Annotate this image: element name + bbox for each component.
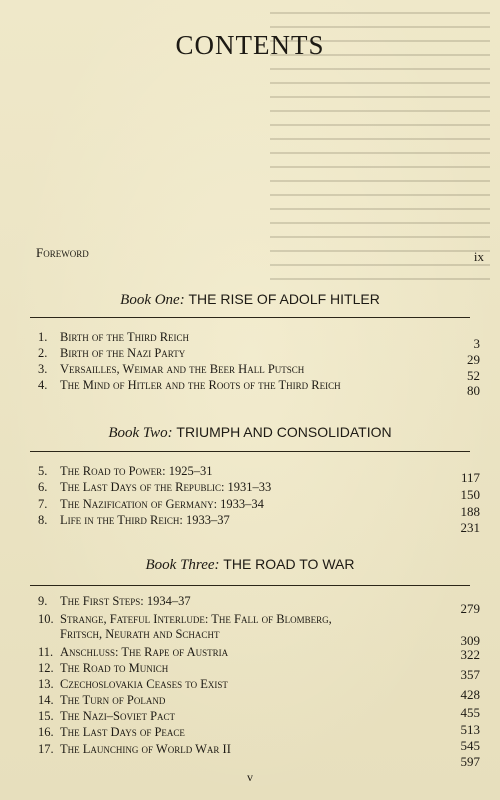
divider-rule bbox=[30, 585, 470, 586]
chapter-title: Versailles, Weimar and the Beer Hall Putsch bbox=[60, 362, 305, 376]
chapter-page: 428 bbox=[460, 687, 480, 702]
chapter-page: 188 bbox=[460, 504, 480, 519]
chapter-page: 357 bbox=[460, 667, 480, 682]
chapter-number: 13. bbox=[38, 677, 54, 691]
chapter-title: Birth of the Third Reich bbox=[60, 330, 190, 344]
chapter-title: The Mind of Hitler and the Roots of the Third Reich bbox=[60, 378, 341, 392]
toc-entry bbox=[38, 513, 480, 535]
chapter-title: The Turn of Poland bbox=[60, 693, 166, 707]
chapter-page: 80 bbox=[467, 383, 480, 398]
foreword-label: Foreword bbox=[36, 245, 89, 260]
chapter-page: 29 bbox=[467, 352, 480, 367]
chapter-number: 17. bbox=[38, 742, 54, 756]
book-name: TRIUMPH AND CONSOLIDATION bbox=[176, 424, 392, 440]
foreword-entry bbox=[36, 245, 484, 264]
chapter-page: 545 bbox=[460, 738, 480, 753]
chapter-title: Life in the Third Reich: 1933–37 bbox=[60, 513, 230, 527]
chapter-page: 3 bbox=[473, 336, 480, 351]
chapter-page: 150 bbox=[460, 487, 480, 502]
toc-entry bbox=[38, 346, 480, 367]
chapter-title: The Nazi–Soviet Pact bbox=[60, 709, 176, 723]
chapter-page: 52 bbox=[467, 368, 480, 383]
toc-entry bbox=[38, 480, 480, 502]
book-three-heading bbox=[0, 556, 500, 574]
chapter-number: 2. bbox=[38, 346, 48, 360]
toc-entry bbox=[38, 362, 480, 383]
book-prefix: Book Two: bbox=[108, 425, 173, 441]
foreword-page: ix bbox=[473, 249, 484, 264]
toc-entry bbox=[38, 464, 480, 485]
toc-entry bbox=[38, 612, 480, 648]
chapter-number: 3. bbox=[38, 362, 48, 376]
chapter-title: The Last Days of the Republic: 1931–33 bbox=[60, 480, 272, 494]
chapter-title: Strange, Fateful Interlude: The Fall of Blomberg, bbox=[60, 612, 332, 626]
chapter-title: The Launching of World War II bbox=[60, 742, 231, 756]
chapter-page: 513 bbox=[460, 722, 480, 737]
chapter-page: 231 bbox=[460, 520, 480, 535]
chapter-number: 12. bbox=[38, 661, 54, 675]
toc-entry bbox=[38, 742, 480, 769]
toc-entry bbox=[38, 330, 480, 351]
chapter-number: 7. bbox=[38, 497, 48, 511]
chapter-title: The Road to Munich bbox=[60, 661, 169, 675]
chapter-number: 16. bbox=[38, 725, 54, 739]
chapter-page: 117 bbox=[460, 470, 480, 485]
page-title: CONTENTS bbox=[175, 30, 325, 60]
chapter-number: 6. bbox=[38, 480, 48, 494]
chapter-title: The Nazification of Germany: 1933–34 bbox=[60, 497, 264, 511]
chapter-title: Anschluss: The Rape of Austria bbox=[60, 645, 229, 659]
book-prefix: Book Three: bbox=[145, 557, 220, 573]
divider-rule bbox=[30, 317, 470, 318]
chapter-number: 5. bbox=[38, 464, 48, 478]
page-number: v bbox=[247, 770, 253, 784]
chapter-page: 455 bbox=[460, 705, 480, 720]
toc-entry bbox=[38, 497, 480, 519]
chapter-number: 9. bbox=[38, 594, 48, 608]
chapter-number: 8. bbox=[38, 513, 48, 527]
chapter-number: 15. bbox=[38, 709, 54, 723]
chapter-number: 11. bbox=[38, 645, 54, 659]
chapter-page: 279 bbox=[460, 601, 480, 616]
book-name: THE RISE OF ADOLF HITLER bbox=[188, 291, 380, 307]
chapter-title: Birth of the Nazi Party bbox=[60, 346, 186, 360]
chapter-title: The Last Days of Peace bbox=[60, 725, 185, 739]
book-two-heading bbox=[0, 424, 500, 442]
divider-rule bbox=[30, 451, 470, 452]
chapter-number: 14. bbox=[38, 693, 54, 707]
toc-entry bbox=[38, 594, 480, 616]
chapter-page: 597 bbox=[460, 754, 480, 769]
chapter-title: The First Steps: 1934–37 bbox=[60, 594, 191, 608]
chapter-title: Czechoslovakia Ceases to Exist bbox=[60, 677, 228, 691]
chapter-title-continued: Fritsch, Neurath and Schacht bbox=[60, 627, 220, 641]
book-name: THE ROAD TO WAR bbox=[223, 556, 355, 572]
toc-entry bbox=[38, 661, 480, 682]
chapter-number: 10. bbox=[38, 612, 54, 626]
book-prefix: Book One: bbox=[120, 292, 185, 308]
book-one-heading bbox=[0, 291, 500, 309]
toc-entry bbox=[38, 378, 480, 398]
chapter-page: 309 bbox=[460, 633, 480, 648]
toc-entry bbox=[38, 645, 480, 660]
chapter-page: 322 bbox=[460, 647, 480, 662]
chapter-number: 4. bbox=[38, 378, 48, 392]
chapter-number: 1. bbox=[38, 330, 48, 344]
chapter-title: The Road to Power: 1925–31 bbox=[60, 464, 213, 478]
